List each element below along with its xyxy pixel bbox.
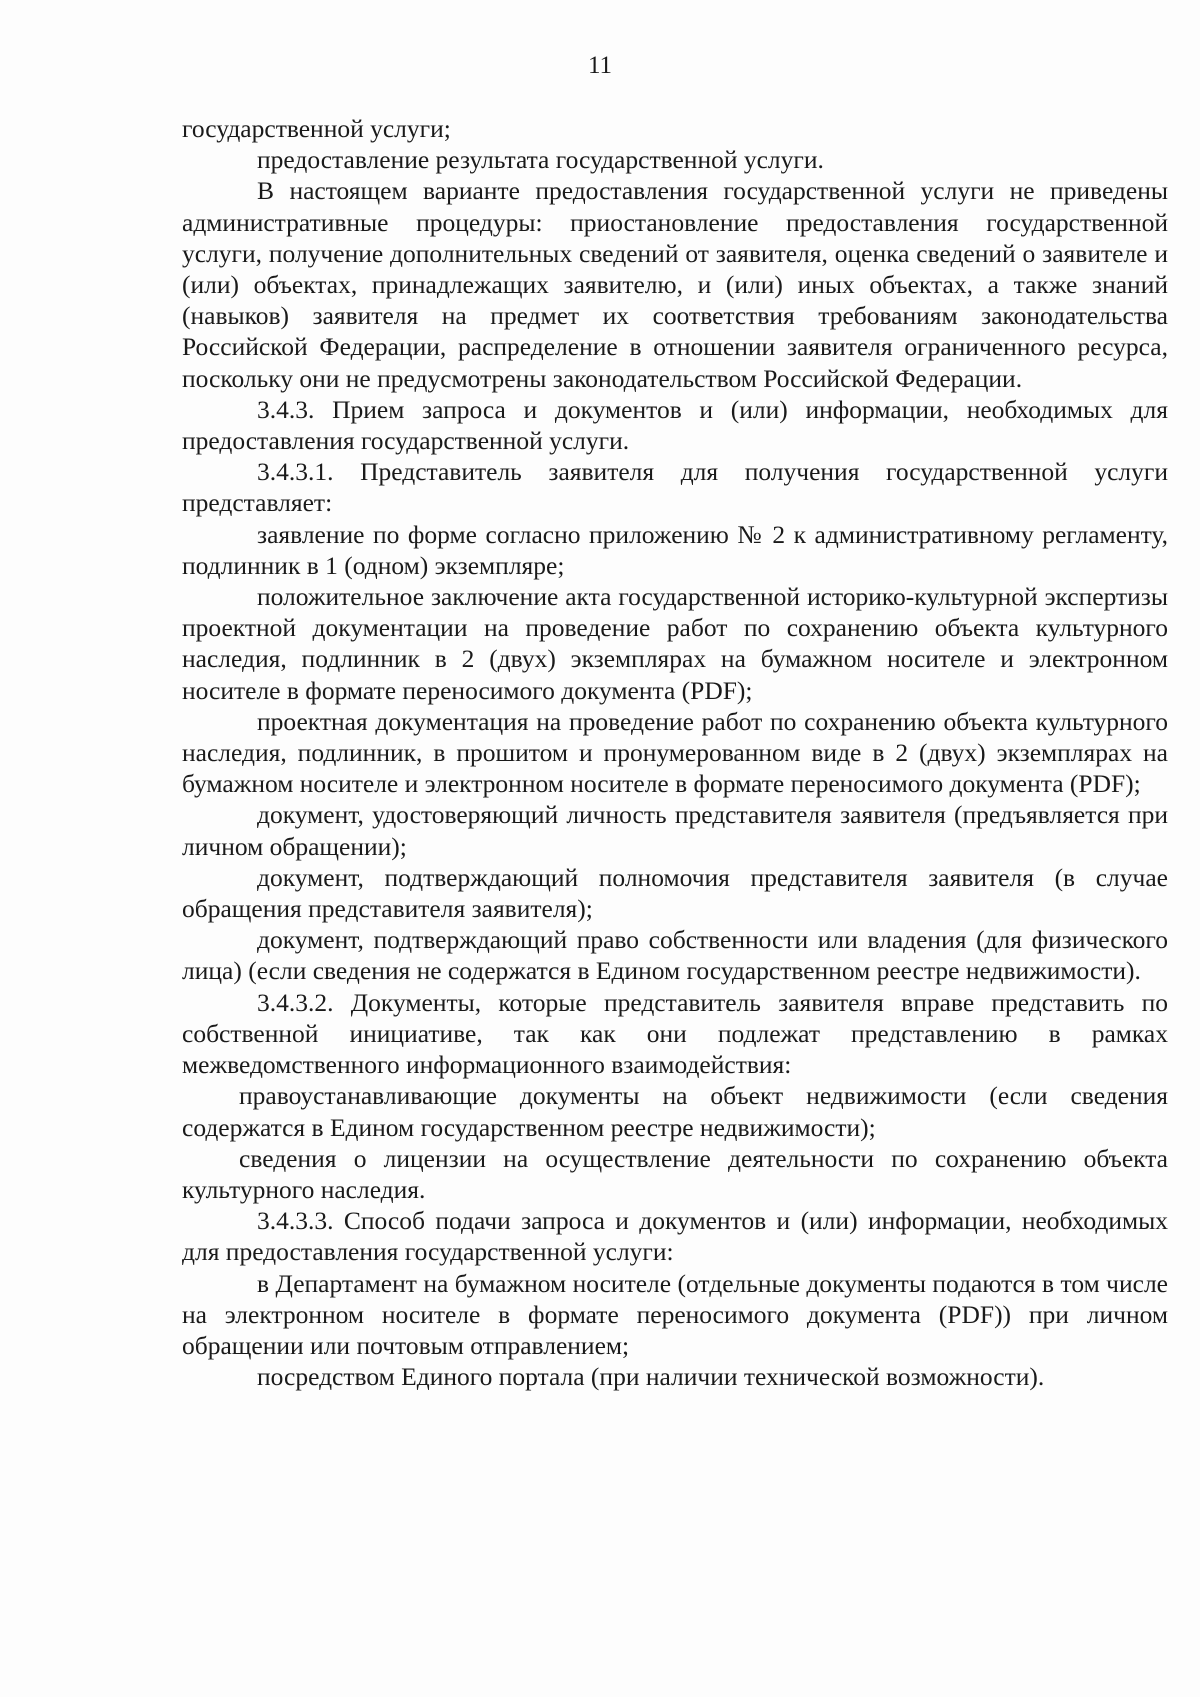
list-item: посредством Единого портала (при наличии технической возможности). xyxy=(257,1362,1045,1392)
document-body xyxy=(182,113,1168,1392)
paragraph: предоставление результата государственной услуги. xyxy=(257,145,824,175)
list-item: в Департамент на бумажном носителе (отдельные документы подаются в том числе на электронном носителе в формате переносимого документа (PDF)) при личном обращении или почтовым отправлением; xyxy=(182,1268,1168,1360)
paragraph: государственной услуги; xyxy=(182,114,451,143)
list-item: документ, удостоверяющий личность представителя заявителя (предъявляется при личном обращении); xyxy=(182,800,1168,861)
section-heading: 3.4.3.2. Документы, которые представитель заявителя вправе представить по собственной инициативе, так как они подлежат представлению в рамках межведомственного информационного взаимодействия: xyxy=(182,987,1168,1080)
list-item: правоустанавливающие документы на объект недвижимости (если сведения содержатся в Едином государственном реестре недвижимости); xyxy=(182,1081,1168,1142)
list-item: проектная документация на проведение работ по сохранению объекта культурного наследия, подлинник, в прошитом и пронумерованном виде в 2 (двух) экземплярах на бумажном носителе и электронном носителе в формате переносимого документа (PDF); xyxy=(182,706,1168,799)
list-item: документ, подтверждающий полномочия представителя заявителя (в случае обращения представителя заявителя); xyxy=(182,862,1168,924)
list-item: заявление по форме согласно приложению № 2 к административному регламенту, подлинник в 1 (одном) экземпляре; xyxy=(182,519,1168,580)
section-heading: 3.4.3.1. Представитель заявителя для получения государственной услуги представляет: xyxy=(182,457,1168,518)
paragraph: В настоящем варианте предоставления государственной услуги не приведены административные процедуры: приостановление предоставления государственной услуги, получение дополнительных сведений от заявителя, оценка сведений о заявителе и (или) объектах, принадлежащих заявителю, и (или) иных объектах, а также знаний (навыков) заявителя на предмет их соответствия требованиям законодательства Российской Федерации, распределение в отношении заявителя ограниченного ресурса, поскольку они не предусмотрены законодательством Российской Федерации. xyxy=(182,176,1168,393)
list-item: положительное заключение акта государственной историко-культурной экспертизы проектной документации на проведение работ по сохранению объекта культурного наследия, подлинник в 2 (двух) экземплярах на бумажном носителе и электронном носителе в формате переносимого документа (PDF); xyxy=(182,582,1168,705)
section-heading: 3.4.3.3. Способ подачи запроса и документов и (или) информации, необходимых для предоставления государственной услуги: xyxy=(182,1206,1168,1267)
list-item: документ, подтверждающий право собственности или владения (для физического лица) (если сведения не содержатся в Едином государственном реестре недвижимости). xyxy=(182,925,1168,986)
list-item: сведения о лицензии на осуществление деятельности по сохранению объекта культурного наследия. xyxy=(182,1143,1168,1204)
page-number: 11 xyxy=(587,52,613,79)
section-heading: 3.4.3. Прием запроса и документов и (или) информации, необходимых для предоставления государственной услуги. xyxy=(182,394,1168,456)
